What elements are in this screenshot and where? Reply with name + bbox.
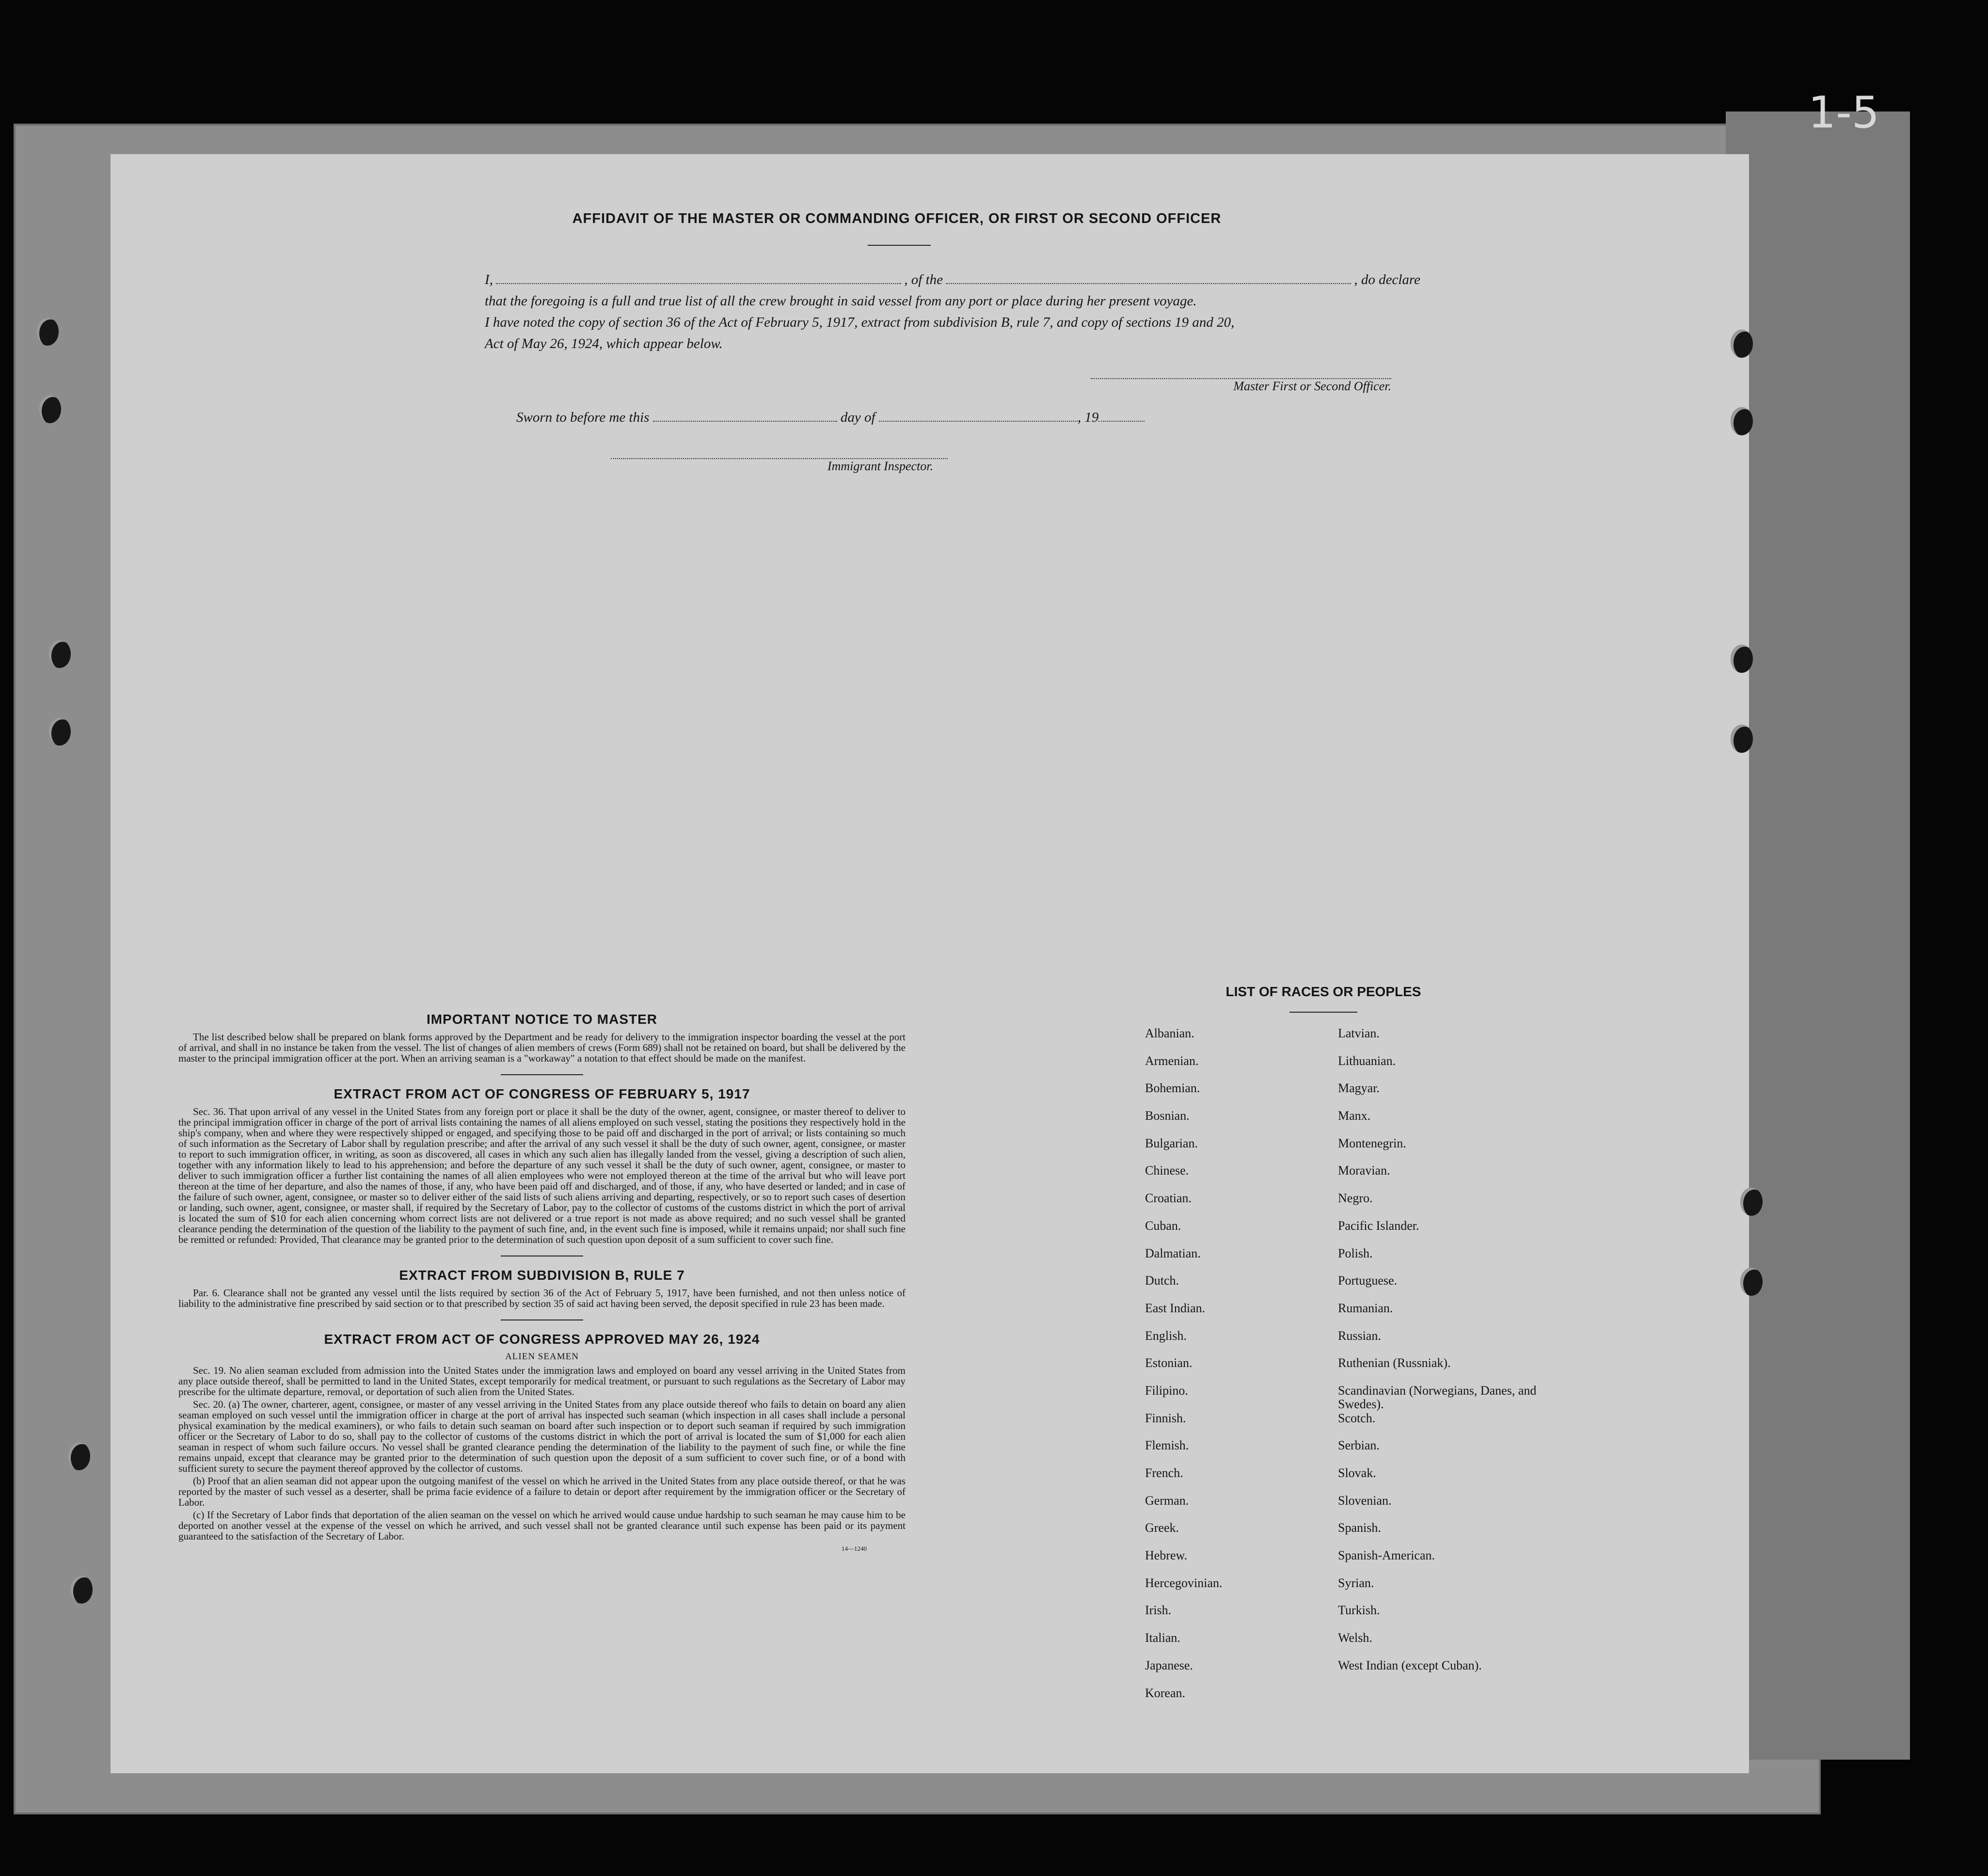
act-1924-title: EXTRACT FROM ACT OF CONGRESS APPROVED MAY 26, 1924 bbox=[324, 1332, 760, 1347]
race-item: Pacific Islander. bbox=[1338, 1218, 1419, 1233]
punch-hole-icon bbox=[1731, 725, 1753, 753]
race-item: West Indian (except Cuban). bbox=[1338, 1658, 1482, 1672]
affidavit-title: AFFIDAVIT OF THE MASTER OR COMMANDING OFFICER, OR FIRST OR SECOND OFFICER bbox=[572, 211, 1222, 226]
races-title: LIST OF RACES OR PEOPLES bbox=[1225, 984, 1421, 999]
affidavit-line-4: Act of May 26, 1924, which appear below. bbox=[485, 336, 723, 351]
affidavit-line-1 bbox=[485, 269, 1420, 290]
punch-hole-icon bbox=[36, 318, 59, 346]
section-20b-text: (b) Proof that an alien seaman did not appear upon the outgoing manifest of the vessel on which he arrived in the United States from any place outside thereof, or that he was reported by the master of such vessel as a deserter, shall be prima facie evidence of a failure to detain or deport after requirement by the immigration officer or the Secretary of Labor. bbox=[178, 1475, 906, 1508]
race-item: Albanian. bbox=[1145, 1026, 1194, 1040]
form-number: 14—1240 bbox=[842, 1545, 867, 1552]
race-item: Manx. bbox=[1338, 1109, 1371, 1123]
race-item: Spanish. bbox=[1338, 1521, 1381, 1535]
race-item: Turkish. bbox=[1338, 1603, 1380, 1618]
race-item: Montenegrin. bbox=[1338, 1136, 1406, 1150]
act-1917-title: EXTRACT FROM ACT OF CONGRESS OF FEBRUARY 5, 1917 bbox=[334, 1086, 750, 1101]
declarant-label: I, bbox=[485, 272, 493, 287]
races-right-column bbox=[1338, 1027, 1546, 1686]
race-item: Latvian. bbox=[1338, 1026, 1380, 1040]
race-item: Scandinavian (Norwegians, Danes, and Swedes). bbox=[1338, 1383, 1537, 1411]
notice-title: IMPORTANT NOTICE TO MASTER bbox=[426, 1012, 658, 1027]
race-item: Hebrew. bbox=[1145, 1548, 1188, 1563]
race-item: Filipino. bbox=[1145, 1383, 1188, 1398]
declarant-name-field[interactable] bbox=[496, 272, 901, 284]
race-item: Spanish-American. bbox=[1338, 1548, 1435, 1563]
race-item: Lithuanian. bbox=[1338, 1053, 1396, 1068]
race-item: Slovenian. bbox=[1338, 1493, 1392, 1508]
punch-hole-icon bbox=[1731, 407, 1753, 435]
race-item: French. bbox=[1145, 1466, 1183, 1480]
race-item: Negro. bbox=[1338, 1191, 1373, 1206]
race-item: German. bbox=[1145, 1493, 1189, 1508]
race-item: Bulgarian. bbox=[1145, 1136, 1198, 1150]
race-item: Korean. bbox=[1145, 1685, 1186, 1700]
race-item: Polish. bbox=[1338, 1246, 1373, 1260]
punch-hole-icon bbox=[68, 1442, 90, 1470]
race-item: Chinese. bbox=[1145, 1163, 1189, 1178]
race-item: Estonian. bbox=[1145, 1356, 1193, 1370]
affidavit-line-2: that the foregoing is a full and true list of all the crew brought in said vessel from any port or place during her present voyage. bbox=[485, 293, 1197, 309]
inspector-label: Immigrant Inspector. bbox=[827, 459, 933, 473]
race-item: Welsh. bbox=[1338, 1631, 1372, 1645]
act-1917-body: Sec. 36. That upon arrival of any vessel in the United States from any foreign port or place it shall be the duty of the owner, agent, consignee, or master thereof to deliver to the principal immigration officer in charge of the port of arrival lists containing the names of all aliens employed on such vessel, stating the positions they respectively hold in the ship's company, when and where they were respectively shipped or engaged, and specifying those to be paid off and discharged in the port of arrival; or lists containing so much of such information as the Secretary of Labor shall by regulation prescribe; and after the arrival of any such vessel it shall be the duty of such owner, agent, consignee, or master to report to such immigration officer, in writing, as soon as discovered, all cases in which any such alien has illegally landed from the vessel, giving a description of such alien, together with any information likely to lead to his apprehension; and before the departure of any such vessel it shall be the duty of such owner, agent, consignee, or master to deliver to such immigration officer a further list containing the names of all alien employees who were not employed thereon at the time of the arrival but who will leave port thereon at the time of her departure, and also the names of those, if any, who have been paid off and discharged, and of those, if any, who have deserted or landed; and in case of the failure of such owner, agent, consignee, or master so to deliver either of the said lists of such aliens arriving and departing, respectively, or so to report such cases of desertion or landing, such owner, agent, consignee, or master shall, if required by the Secretary of Labor, pay to the collector of customs of the customs district in which the port of arrival is located the sum of $10 for each alien concerning whom correct lists are not delivered or a true report is not made as above required; and no such vessel shall be granted clearance pending the determination of the question of the liability to the payment of such fine, and, in the event such fine is imposed, while it remains unpaid; nor shall such fine be remitted or refunded: Provided, That clearance may be granted prior to the determination of such question upon deposit of a sum sufficient to cover such fine. bbox=[178, 1106, 906, 1245]
race-item: Flemish. bbox=[1145, 1438, 1189, 1453]
punch-hole-icon bbox=[1731, 330, 1753, 358]
race-item: Slovak. bbox=[1338, 1466, 1376, 1480]
race-item: Finnish. bbox=[1145, 1411, 1186, 1425]
section-divider bbox=[501, 1074, 583, 1075]
race-item: Serbian. bbox=[1338, 1438, 1380, 1453]
race-item: Scotch. bbox=[1338, 1411, 1376, 1425]
punch-hole-icon bbox=[70, 1575, 93, 1604]
section-19-text: Sec. 19. No alien seaman excluded from admission into the United States under the immigration laws and employed on board any vessel arriving in the United States from any place outside thereof, shall be permitted to land in the United States, except temporarily for medical treatment, or pursuant to such regulations as the Secretary of Labor may prescribe for the ultimate departure, removal, or deportation of such alien from the United States. bbox=[178, 1365, 906, 1398]
affidavit-line-3: I have noted the copy of section 36 of the Act of February 5, 1917, extract from subdivision B, rule 7, and copy of sections 19 and 20, bbox=[485, 315, 1235, 330]
races-title-rule bbox=[1289, 1012, 1357, 1013]
officer-signature-line[interactable] bbox=[1091, 378, 1391, 394]
race-item: Moravian. bbox=[1338, 1163, 1390, 1178]
vessel-name-field[interactable] bbox=[946, 272, 1351, 284]
race-item: Russian. bbox=[1338, 1328, 1381, 1343]
punch-hole-icon bbox=[48, 640, 71, 668]
declare-label: , do declare bbox=[1354, 272, 1420, 287]
race-item: Armenian. bbox=[1145, 1053, 1199, 1068]
sworn-day-field[interactable] bbox=[653, 421, 837, 422]
race-item: Italian. bbox=[1145, 1631, 1180, 1645]
race-item: Cuban. bbox=[1145, 1218, 1181, 1233]
officer-signature-label: Master First or Second Officer. bbox=[1233, 379, 1391, 393]
section-20c-text: (c) If the Secretary of Labor finds that deportation of the alien seaman on the vessel on which he arrived would cause undue hardship to such seaman he may cause him to be deported on another vessel at the expense of the vessel on which he arrived, and such vessel shall not be granted clearance until such expense has been paid or its payment guaranteed to the satisfaction of the Secretary of Labor. bbox=[178, 1509, 906, 1542]
day-of-label: day of bbox=[840, 410, 875, 425]
sworn-label: Sworn to before me this bbox=[516, 410, 650, 425]
inspector-signature-line[interactable] bbox=[611, 458, 948, 474]
section-20a-text: Sec. 20. (a) The owner, charterer, agent, consignee, or master of any vessel arriving in the United States from any place outside thereof who fails to detain on board any alien seaman employed on such vessel until the immigration officer in charge at the port of arrival has inspected such seaman (which inspection in all cases shall include a personal physical examination by the medical examiners), or who fails to detain such seaman on board after such inspection or to deport such seaman if required by such immigration officer or the Secretary of Labor to do so, shall pay to the collector of customs of the customs district in which the port of arrival is located the sum of $1,000 for each alien seaman in respect of whom such failure occurs. No vessel shall be granted clearance pending the determination of the liability to the payment of such fine, or while the fine remains unpaid, except that clearance may be granted prior to the determination of such question upon the deposit of a sum sufficient to cover such fine, or of a bond with sufficient surety to secure the payment thereof approved by the collector of customs. bbox=[178, 1399, 906, 1474]
punch-hole-icon bbox=[48, 717, 71, 746]
handwritten-page-note: 1-5 bbox=[1808, 87, 1879, 138]
race-item: Hercegovinian. bbox=[1145, 1575, 1223, 1590]
race-item: Greek. bbox=[1145, 1521, 1179, 1535]
sworn-year-field[interactable] bbox=[1098, 421, 1145, 422]
act-1924-subtitle: ALIEN SEAMEN bbox=[505, 1351, 579, 1362]
race-item: Bohemian. bbox=[1145, 1081, 1200, 1096]
rule-7-title: EXTRACT FROM SUBDIVISION B, RULE 7 bbox=[399, 1268, 685, 1283]
race-item: Irish. bbox=[1145, 1603, 1172, 1618]
race-item: Dutch. bbox=[1145, 1273, 1179, 1288]
race-item: Syrian. bbox=[1338, 1575, 1374, 1590]
sworn-month-field[interactable] bbox=[879, 421, 1078, 422]
race-item: Croatian. bbox=[1145, 1191, 1192, 1206]
punch-hole-icon bbox=[39, 395, 61, 423]
of-the-label: , of the bbox=[904, 272, 943, 287]
rule-7-body: Par. 6. Clearance shall not be granted any vessel until the lists required by section 36 of the Act of February 5, 1917, have been furnished, and not then unless notice of liability to the administrative fine prescribed by said section or to that prescribed by section 35 of said act having been served, the deposit specified in rule 23 has been made. bbox=[178, 1287, 906, 1309]
race-item: Dalmatian. bbox=[1145, 1246, 1201, 1260]
race-item: Ruthenian (Russniak). bbox=[1338, 1356, 1451, 1370]
title-rule bbox=[868, 245, 931, 246]
race-item: Portuguese. bbox=[1338, 1273, 1398, 1288]
punch-hole-icon bbox=[1731, 645, 1753, 673]
year-prefix-label: , 19 bbox=[1077, 410, 1099, 425]
race-item: East Indian. bbox=[1145, 1301, 1206, 1315]
races-left-column bbox=[1145, 1027, 1223, 1714]
sworn-line bbox=[516, 410, 1145, 426]
race-item: Japanese. bbox=[1145, 1658, 1193, 1672]
punch-hole-icon bbox=[1740, 1268, 1763, 1296]
race-item: Rumanian. bbox=[1338, 1301, 1393, 1315]
race-item: Magyar. bbox=[1338, 1081, 1380, 1096]
punch-hole-icon bbox=[1740, 1188, 1763, 1216]
underlying-sheet-edge bbox=[1726, 111, 1910, 1760]
race-item: Bosnian. bbox=[1145, 1109, 1190, 1123]
notice-to-master bbox=[178, 1014, 906, 1554]
affidavit-text bbox=[485, 269, 1420, 354]
notice-body: The list described below shall be prepared on blank forms approved by the Department and be ready for delivery to the immigration inspector boarding the vessel at the port of arrival, and shall in no instance be taken from the vessel. The list of changes of alien members of crews (Form 689) shall not be retained on board, but shall be delivered by the master to the principal immigration officer at the port. When an arriving seaman is a "workaway" a notation to that effect should be made on the manifest. bbox=[178, 1031, 906, 1064]
race-item: English. bbox=[1145, 1328, 1187, 1343]
